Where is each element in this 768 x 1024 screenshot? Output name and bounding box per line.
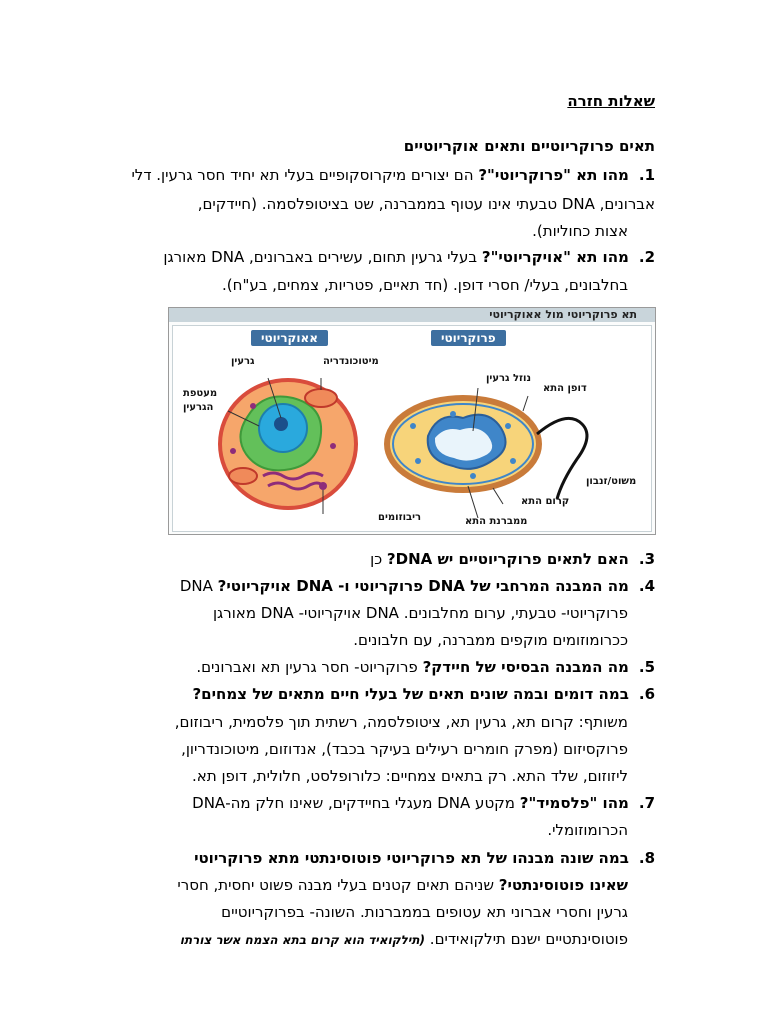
question-8: [194, 844, 655, 873]
footnote-text: (תילקואיד הוא קרום בתא הצמח אשר צורתו: [179, 933, 426, 947]
answer-line: בחלבונים, בעלי/ חסרי דופן. (חד תאיים, פטריות, צמחים, בע"ח).: [222, 276, 628, 294]
label-nuclear-envelope-2: הגרעין: [183, 402, 214, 413]
page-title: שאלות חזרה: [567, 92, 655, 110]
answer-line: אברונים, DNA טבעתי אינו עטוף בממברנה, שט בציטופלסמה. (חיידקים,: [197, 195, 655, 213]
answer-text: מקטע DNA מעגלי בחיידקים, שאינו חלק מה-DNA: [192, 794, 520, 812]
label-nuclear-envelope-1: מעטפת: [183, 388, 218, 399]
label-mitochondria: מיטוכונדריה: [323, 356, 379, 367]
question-text: מה המבנה המרחבי של DNA פרוקריוטי ו- DNA אויקריוטי?: [217, 577, 629, 595]
mitochondrion-shape: [229, 468, 257, 484]
question-number: 7.: [638, 794, 655, 812]
question-7: [192, 789, 655, 818]
answer-line: ליזוזום, שלד התא. רק בתאים צמחיים: כלורופלסט, חלולית, דופן תא.: [192, 767, 628, 785]
answer-line: פרוקסיזום (מפרק חומרים רעילים בעיקר בכבד), אנדוזום, מיטוכונדריון,: [181, 740, 628, 758]
label-plasma-membrane: ממברנת התא: [465, 516, 528, 527]
answer-line: גרעין וחסרי אברוני תא עטופים בממברנות. השונה- בפרוקריוטיים: [221, 903, 628, 921]
question-text: האם לתאים פרוקריוטיים יש DNA?: [386, 550, 629, 568]
figure-title-bar: [169, 308, 655, 322]
question-number: 3.: [638, 550, 655, 568]
label-nucleus: גרעין: [231, 356, 255, 367]
question-text: שאינו פוטוסינתטי?: [498, 876, 628, 894]
prokaryote-title: פרוקריוטי: [431, 330, 506, 346]
question-number: 6.: [638, 685, 655, 703]
eukaryote-title: אאוקריוטי: [251, 330, 328, 346]
answer-line: פרוקריוטי- טבעתי, ערום מחלבונים. DNA אויקריוטי- DNA מאורגן: [212, 604, 628, 622]
answer-text: שניהם תאים קטנים בעלי מבנה פשוט יחסית, חסרי: [177, 876, 499, 894]
question-number: 8.: [638, 849, 655, 867]
answer-line: משותף: קרום תא, גרעין תא, ציטופלסמה, רשתית תוך פלסמית, ריבוזום,: [174, 713, 628, 731]
answer-line-with-note: [180, 925, 628, 955]
question-number: 4.: [638, 577, 655, 595]
answer-line: הכרומוזומלי.: [547, 821, 628, 839]
question-6: [192, 680, 655, 709]
answer-line: אצות כחוליות).: [532, 222, 628, 240]
question-number: 5.: [638, 658, 655, 676]
flagellum-shape: [537, 418, 587, 499]
answer-line: ככרומוזומים מוקפים ממברנה, עם חלבונים.: [353, 631, 628, 649]
label-cell-membrane: קרום התא: [521, 496, 570, 507]
nucleolus-shape: [274, 417, 288, 431]
label-flagellum: משוט/זנבון: [586, 476, 637, 487]
question-8-line-2: [177, 871, 628, 900]
answer-text: DNA: [179, 577, 218, 595]
figure-canvas: [172, 325, 652, 532]
question-text: מהו "פלסמיד"?: [519, 794, 629, 812]
mitochondrion-shape: [305, 389, 337, 407]
answer-text: בעלי גרעין תחום, עשירים באברונים, DNA מאורגן: [163, 248, 482, 266]
section-subtitle: תאים פרוקריוטיים ותאים אוקריוטיים: [403, 137, 655, 155]
question-number: 2.: [638, 248, 655, 266]
label-ribosomes: ריבוזומים: [378, 512, 422, 523]
question-3: [370, 545, 655, 574]
figure-title: תא פרוקריוטי מול אאוקריוטי: [489, 308, 637, 321]
question-5: [196, 653, 655, 682]
label-nucleoid: נוזל גרעין: [486, 373, 532, 384]
question-1: [131, 161, 655, 190]
question-text: מהו תא "פרוקריוטי"?: [478, 166, 629, 184]
question-2: [163, 243, 655, 272]
answer-text: פוטוסינתטיים ישנם תילקואידים.: [429, 930, 628, 948]
question-text: במה דומים ובמה שונים תאים של בעלי חיים מתאים של צמחים?: [192, 685, 629, 703]
question-4: [180, 572, 655, 601]
question-text: מה המבנה הבסיסי של חיידק?: [422, 658, 629, 676]
cell-comparison-figure: [168, 307, 656, 535]
answer-text: הם יצורים מיקרוסקופיים בעלי תא יחיד חסר גרעין. דלי: [131, 166, 479, 184]
answer-text: פרוקריוט- חסר גרעין תא ואברונים.: [196, 658, 423, 676]
question-text: מהו תא "אויקריוטי"?: [481, 248, 629, 266]
question-text: במה שונה מבנהו של תא פרוקריוטי פוטוסינתטי מתא פרוקריוטי: [194, 849, 629, 867]
answer-text: כן: [370, 550, 387, 568]
question-number: 1.: [638, 166, 655, 184]
label-cell-wall: דופן התא: [543, 383, 587, 394]
